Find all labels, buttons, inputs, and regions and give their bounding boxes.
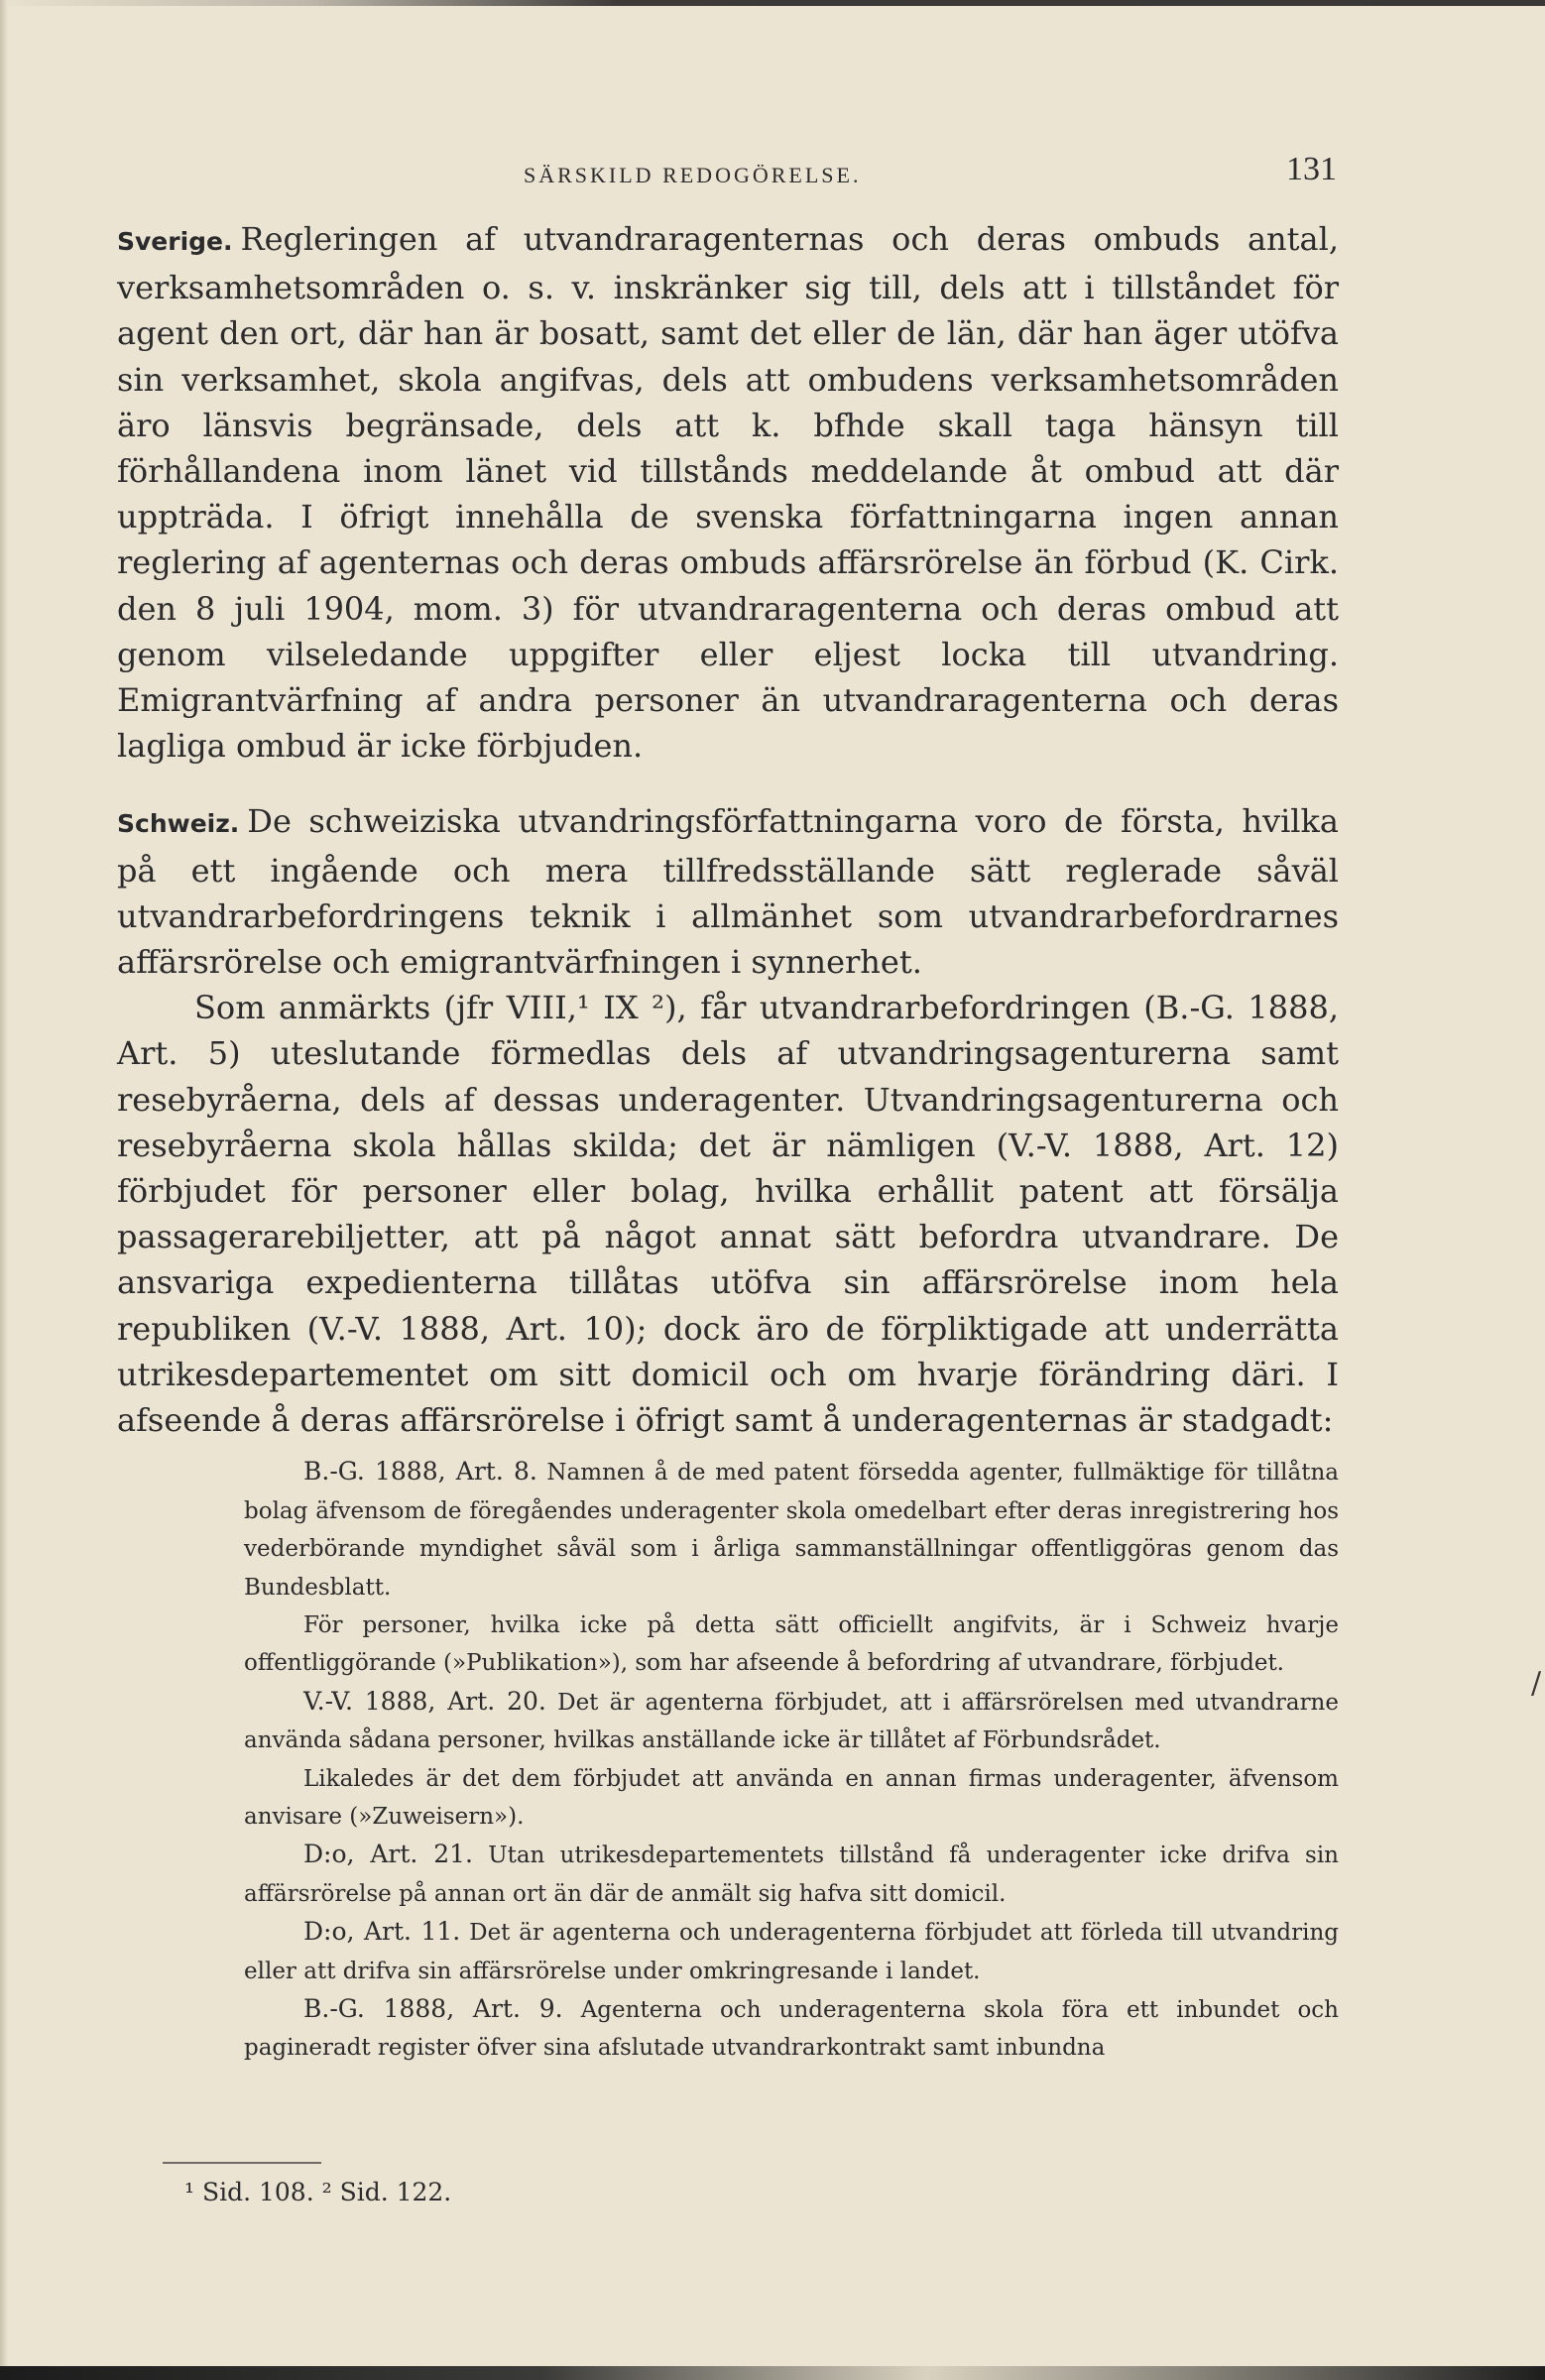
statute-text: Det är agenterna förbjudet, att i affärsrörelsen med utvandrarne använda sådana personer, hvilkas anställande icke är tillåtet af Förbundsrådet.	[244, 1689, 1339, 1754]
sverige-text: Regleringen af utvandraragenternas och deras ombuds antal, verksamhetsområden o. s. v. inskränker sig till, dels att i tillståndet för agent den ort, där han är bosatt, samt det eller de län, där han äger utöfva sin verksamhet, skola angifvas, dels att ombudens verksamhetsområden äro länsvis begränsade, dels att k. bfhde skall taga hänsyn till förhållandena inom länet vid tillstånds meddelande åt ombud att där uppträda. I öfrigt innehålla de svenska författningarna ingen annan reglering af agenternas och deras ombuds affärsrörelse än förbud (K. Cirk. den 8 juli 1904, mom. 3) för utvandraragenterna och deras ombud att genom vilseledande uppgifter eller eljest locka till utvandring. Emigrantvärfning af andra personer än utvandraragenterna och deras lagliga ombud är icke förbjuden.	[117, 220, 1339, 766]
country-label-schweiz: Schweiz.	[117, 809, 240, 839]
scan-left-edge	[0, 0, 8, 2380]
statute-ref: B.-G. 1888, Art. 8.	[303, 1457, 537, 1487]
statute-paragraph	[244, 1683, 1339, 1760]
statute-extracts	[244, 1453, 1339, 2068]
statute-paragraph	[244, 1760, 1339, 1837]
statute-paragraph	[244, 1913, 1339, 1990]
paragraph-schweiz-2: Som anmärkts (jfr VIII,¹ IX ²), får utvandrarbefordringen (B.-G. 1888, Art. 5) uteslutande förmedlas dels af utvandringsagenturerna samt resebyråerna, dels af dessas underagenter. Utvandringsagenturerna och resebyråerna skola hållas skilda; det är nämligen (V.-V. 1888, Art. 12) förbjudet för personer eller bolag, hvilka erhållit patent att försälja passagerarebiljetter, att på något annat sätt befordra utvandrare. De ansvariga expedienterna tillåtas utöfva sin affärsrörelse inom hela republiken (V.-V. 1888, Art. 10); dock äro de förpliktigade att underrätta utrikesdepartementet om sitt domicil och om hvarje förändring däri. I afseende å deras affärsrörelse i öfrigt samt å underagenternas är stadgadt:	[117, 989, 1339, 1440]
page-header	[117, 151, 1337, 200]
statute-paragraph	[244, 1453, 1339, 1606]
statute-paragraph	[244, 1606, 1339, 1683]
schweiz-text: De schweiziska utvandringsförfattningarna voro de första, hvilka på ett ingående och mera tillfredsställande sätt reglerade såväl utvandrarbefordringens teknik i allmänhet som utvandrarbefordrarnes affärsrörelse och emigrantvärfningen i synnerhet.	[117, 802, 1339, 982]
country-label-sverige: Sverige.	[117, 227, 233, 256]
statute-text: Det är agenterna och underagenterna förbjudet att förleda till utvandring eller att drifva sin affärsrörelse under omkringresande i landet.	[244, 1920, 1339, 1984]
running-head: SÄRSKILD REDOGÖRELSE.	[524, 163, 862, 187]
page-number: 131	[1286, 151, 1337, 187]
footnotes: ¹ Sid. 108. ² Sid. 122.	[184, 2178, 452, 2206]
statute-text: Agenterna och underagenterna skola föra ett inbundet och pagineradt register öfver sina afslutade utvandrarkontrakt samt inbundna	[244, 1996, 1339, 2062]
statute-text: För personer, hvilka icke på detta sätt officiellt angifvits, är i Schweiz hvarje offentliggörande (»Publikation»), som har afseende å befordring af utvandrare, förbjudet.	[244, 1611, 1339, 1677]
statute-paragraph	[244, 1836, 1339, 1913]
scan-bottom-edge	[0, 2366, 1545, 2380]
scan-top-edge	[0, 0, 1545, 6]
statute-ref: D:o, Art. 21.	[303, 1840, 473, 1869]
paragraph-sverige	[117, 216, 1339, 769]
margin-mark: /	[1531, 1666, 1542, 1701]
statute-text: Utan utrikesdepartementets tillstånd få underagenter icke drifva sin affärsrörelse på annan ort än där de anmält sig hafva sitt domicil.	[244, 1843, 1339, 1907]
statute-ref: V.-V. 1888, Art. 20.	[303, 1686, 546, 1716]
main-text	[117, 216, 1339, 2068]
statute-text: Namnen å de med patent försedda agenter, fullmäktige för tillåtna bolag äfvensom de föregåendes underagenter skola omedelbart efter deras inregistrering hos vederbörande myndighet såväl som i årliga sammanställningar offentliggöras genom das Bundesblatt.	[244, 1460, 1339, 1601]
section-sverige	[117, 216, 1339, 769]
statute-paragraph	[244, 1990, 1339, 2068]
statute-ref: B.-G. 1888, Art. 9.	[303, 1993, 563, 2023]
footnote-rule	[163, 2162, 321, 2164]
statute-ref: D:o, Art. 11.	[303, 1917, 461, 1947]
section-schweiz	[117, 798, 1339, 1443]
paragraph-schweiz	[117, 798, 1339, 985]
statute-text: Likaledes är det dem förbjudet att använda en annan firmas underagenter, äfvensom anvisare (»Zuweisern»).	[244, 1765, 1339, 1830]
